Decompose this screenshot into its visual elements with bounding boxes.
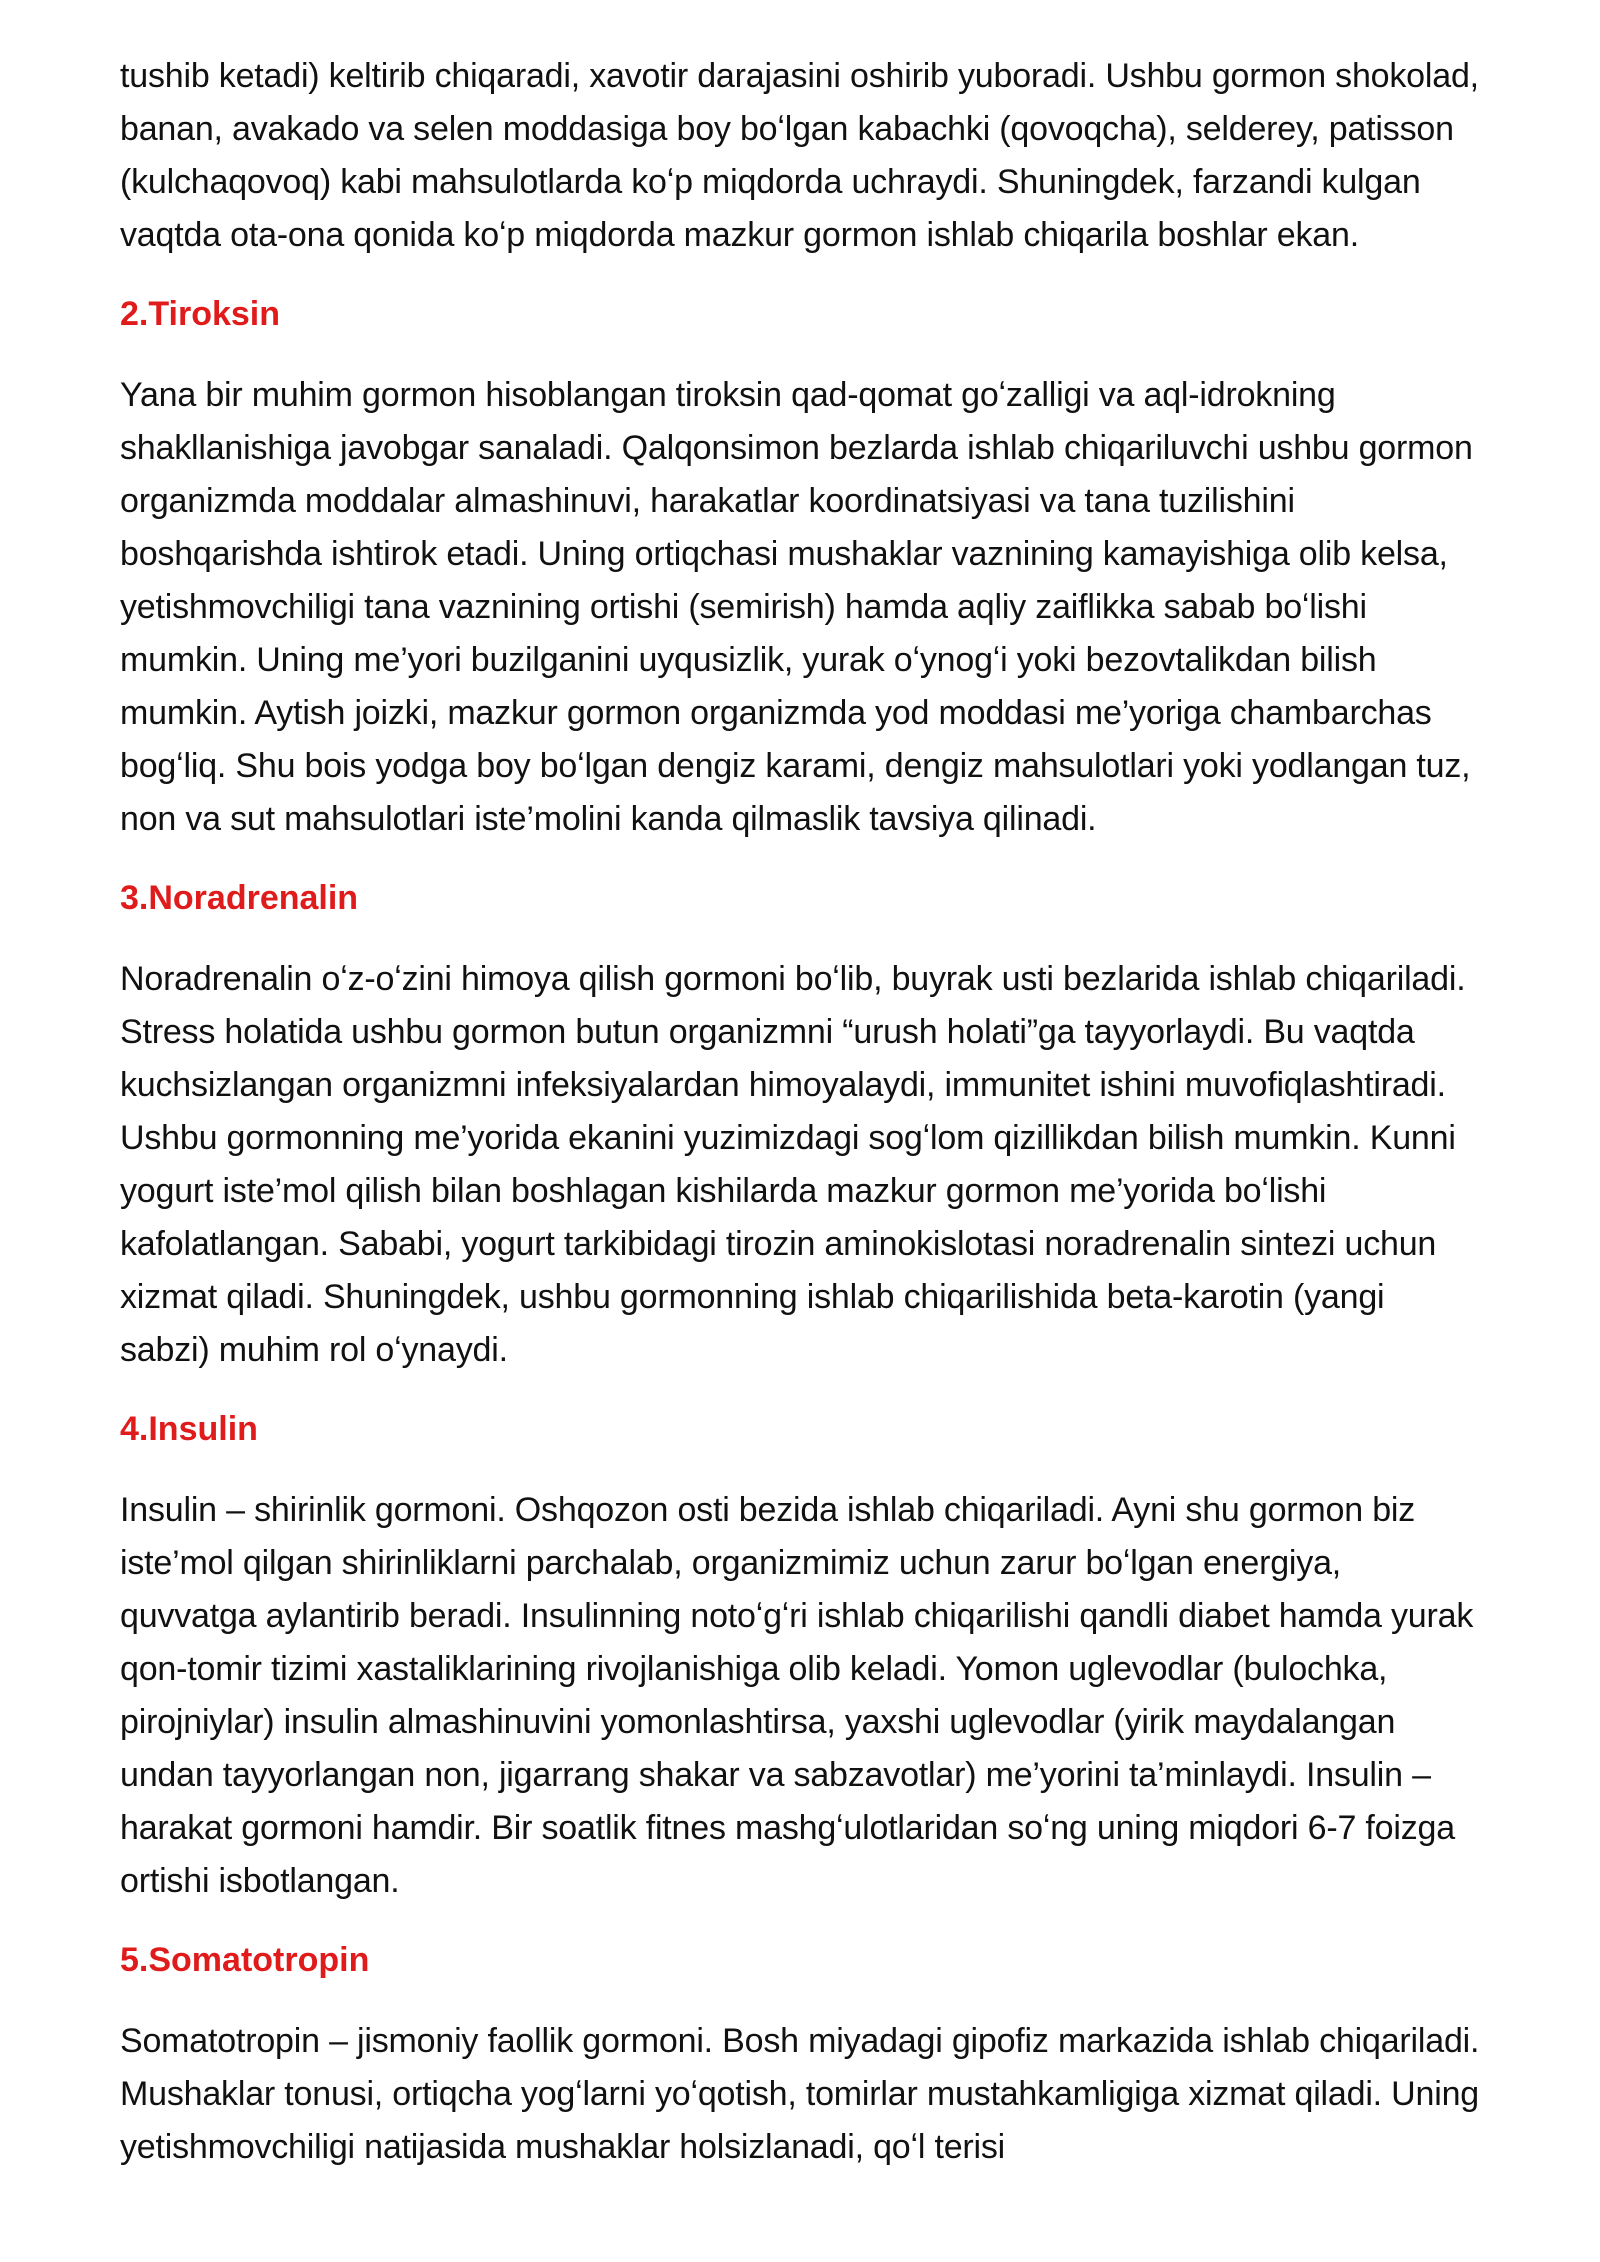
section-heading: 2.Tiroksin [120,295,280,333]
section-tiroksin [120,288,1480,846]
intro-paragraph: tushib ketadi) keltirib chiqaradi, xavotir darajasini oshirib yuboradi. Ushbu gormon shokolad, banan, avakado va selen moddasiga boy boʻlgan kabachki (qovoqcha), selderey, patisson (kulchaqovoq) kabi mahsulotlarda koʻp miqdorda uchraydi. Shuningdek, farzandi kulgan vaqtda ota-ona qonida koʻp miqdorda mazkur gormon ishlab chiqarila boshlar ekan. [120,57,1479,254]
document-page [120,50,1480,2174]
section-paragraph: Yana bir muhim gormon hisoblangan tiroksin qad-qomat goʻzalligi va aql-idrokning shakllanishiga javobgar sanaladi. Qalqonsimon bezlarda ishlab chiqariluvchi ushbu gormon organizmda moddalar almashinuvi, harakatlar koordinatsiyasi va tana tuzilishini boshqarishda ishtirok etadi. Uning ortiqchasi mushaklar vaznining kamayishiga olib kelsa, yetishmovchiligi tana vaznining ortishi (semirish) hamda aqliy zaiflikka sabab boʻlishi mumkin. Uning me’yori buzilganini uyqusizlik, yurak oʻynogʻi yoki bezovtalikdan bilish mumkin. Aytish joizki, mazkur gormon organizmda yod moddasi me’yoriga chambarchas bogʻliq. Shu bois yodga boy boʻlgan dengiz karami, dengiz mahsulotlari yoki yodlangan tuz, non va sut mahsulotlari iste’molini kanda qilmaslik tavsiya qilinadi. [120,376,1473,838]
section-insulin [120,1403,1480,1908]
section-paragraph: Somatotropin – jismoniy faollik gormoni. Bosh miyadagi gipofiz markazida ishlab chiqariladi. Mushaklar tonusi, ortiqcha yogʻlarni yoʻqotish, tomirlar mustahkamligiga xizmat qiladi. Uning yetishmovchiligi natijasida mushaklar holsizlanadi, qoʻl terisi [120,2022,1480,2166]
section-heading: 5.Somatotropin [120,1941,370,1979]
section-paragraph: Noradrenalin oʻz-oʻzini himoya qilish gormoni boʻlib, buyrak usti bezlarida ishlab chiqariladi. Stress holatida ushbu gormon butun organizmni “urush holati”ga tayyorlaydi. Bu vaqtda kuchsizlangan organizmni infeksiyalardan himoyalaydi, immunitet ishini muvofiqlashtiradi. Ushbu gormonning me’yorida ekanini yuzimizdagi sogʻlom qizillikdan bilish mumkin. Kunni yogurt iste’mol qilish bilan boshlagan kishilarda mazkur gormon me’yorida boʻlishi kafolatlangan. Sababi, yogurt tarkibidagi tirozin aminokislotasi noradrenalin sintezi uchun xizmat qiladi. Shuningdek, ushbu gormonning ishlab chiqarilishida beta-karotin (yangi sabzi) muhim rol oʻynaydi. [120,960,1466,1369]
section-heading: 4.Insulin [120,1410,258,1448]
section-paragraph: Insulin – shirinlik gormoni. Oshqozon osti bezida ishlab chiqariladi. Ayni shu gormon biz iste’mol qilgan shirinliklarni parchalab, organizmimiz uchun zarur boʻlgan energiya, quvvatga aylantirib beradi. Insulinning notoʻgʻri ishlab chiqarilishi qandli diabet hamda yurak qon-tomir tizimi xastaliklarining rivojlanishiga olib keladi. Yomon uglevodlar (bulochka, pirojniylar) insulin almashinuvini yomonlashtirsa, yaxshi uglevodlar (yirik maydalangan undan tayyorlangan non, jigarrang shakar va sabzavotlar) me’yorini ta’minlaydi. Insulin – harakat gormoni hamdir. Bir soatlik fitnes mashgʻulotlaridan soʻng uning miqdori 6-7 foizga ortishi isbotlangan. [120,1491,1474,1900]
section-noradrenalin [120,872,1480,1377]
section-heading: 3.Noradrenalin [120,879,359,917]
section-somatotropin [120,1934,1480,2174]
